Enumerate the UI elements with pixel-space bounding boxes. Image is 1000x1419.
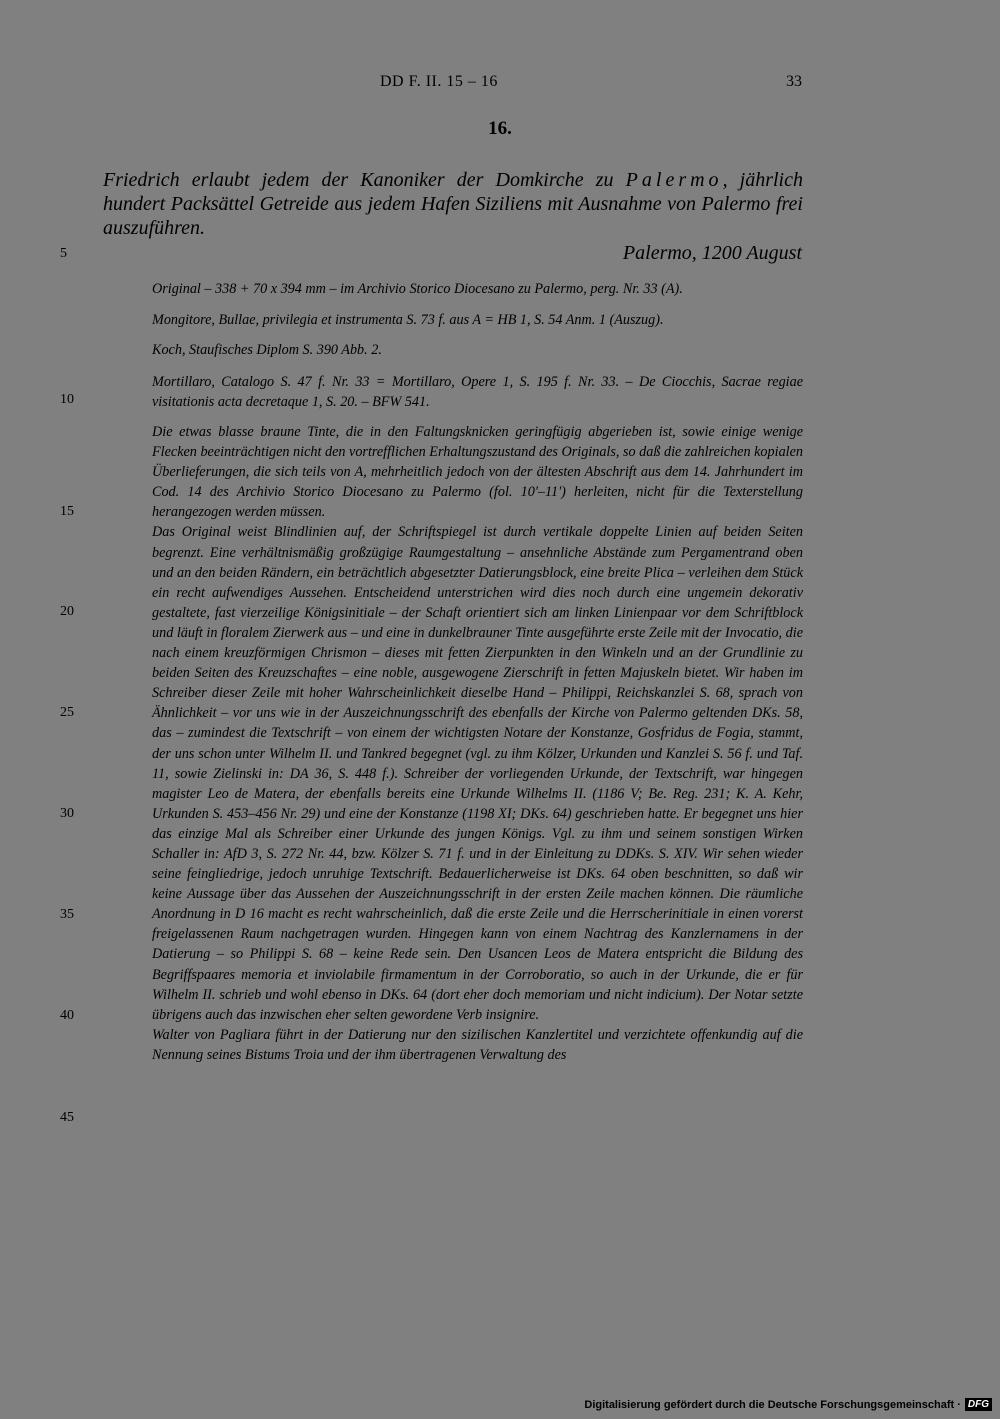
credit-text: Digitalisierung gefördert durch die Deutsche Forschungsgemeinschaft · (584, 1398, 961, 1411)
line-number: 20 (60, 604, 74, 619)
page-number: 33 (786, 73, 802, 90)
line-number: 35 (60, 907, 74, 922)
document-number: 16. (488, 118, 512, 139)
source-mortillaro: Mortillaro, Catalogo S. 47 f. Nr. 33 = Mortillaro, Opere 1, S. 195 f. Nr. 33. – De Ciocchis, Sacrae regiae visitationis acta decretaque 1, S. 20. – BFW 541. (152, 374, 803, 410)
dfg-logo-icon: DFG (965, 1398, 992, 1411)
source-original: Original – 338 + 70 x 394 mm – im Archivio Storico Diocesano zu Palermo, perg. Nr. 33 (A). (152, 281, 683, 297)
source-koch: Koch, Staufisches Diplom S. 390 Abb. 2. (152, 342, 382, 358)
line-number: 25 (60, 705, 74, 720)
line-number: 10 (60, 392, 74, 407)
commentary-paragraph: Das Original weist Blindlinien auf, der Schriftspiegel ist durch vertikale doppelte Linien auf beiden Seiten begrenzt. Eine verhältnismäßig großzügige Raumgestaltung – ansehnliche Abstände zum Pergamentrand oben und an den beiden Rändern, ein beträchtlich abgesetzter Datierungsblock, eine breite Plica – verleihen dem Stück ein recht aufwendiges Aussehen. Entscheidend unterstrichen wird dies noch durch eine ungemein dekorativ gestaltete, fast vierzeilige Königsinitiale – der Schaft orientiert sich am linken Linienpaar vor dem Schriftblock und läuft in floralem Zierwerk aus – und eine in dunkelbrauner Tinte ausgeführte erste Zeile mit der Invocatio, die nach einem kreuzförmigen Chrismon – dieses mit fetten Zierpunkten in den Winkeln und an der Grundlinie zu beiden Seiten des Kreuzschaftes – eine noble, ausgewogene Zierschrift in fetten Majuskeln bietet. Wir haben im Schreiber dieser Zeile mit hoher Wahrscheinlichkeit dieselbe Hand – Philippi, Reichskanzlei S. 68, sprach von Ähnlichkeit – vor uns wie in der Auszeichnungsschrift des ebenfalls der Kirche von Palermo geltenden DKs. 58, das – zumindest die Textschrift – von einem der wichtigsten Notare der Konstanze, Gosfridus de Fogia, stammt, der uns schon unter Wilhelm II. und Tankred begegnet (vgl. zu ihm Kölzer, Urkunden und Kanzlei S. 56 f. und Taf. 11, sowie Zielinski in: DA 36, S. 448 f.). Schreiber der vorliegenden Urkunde, der Textschrift, war hingegen magister Leo de Matera, der ebenfalls bereits eine Urkunde Wilhelms II. (1186 V; Be. Reg. 231; K. A. Kehr, Urkunden S. 453–456 Nr. 29) und eine der Konstanze (1198 XI; DKs. 64) geschrieben hatte. Er begegnet uns hier das einzige Mal als Schreiber einer Urkunde des jungen Königs. Vgl. zu ihm und seinem sonstigen Wirken Schaller in: AfD 3, S. 272 Nr. 44, bzw. Kölzer S. 71 f. und in der Einleitung zu DDKs. S. XIV. Wir sehen wieder seine feingliedrige, jedoch unruhige Textschrift. Bedauerlicherweise ist DKs. 64 oben beschnitten, so daß wir keine Aussage über das Aussehen der Auszeichnungsschrift in der ersten Zeile machen können. Die räumliche Anordnung in D 16 macht es recht wahrscheinlich, daß die erste Zeile und die Herrscherinitiale in einen vorerst freigelassenen Raum nachgetragen wurden. Hingegen kann von einem Nachtrag des Kanzlernamens in der Datierung – so Philippi S. 68 – keine Rede sein. Den Usancen Leos de Matera entspricht die Bildung des Begriffspaares memoria et inviolabile firmamentum in der Corroboratio, so auch in der Urkunde, die er für Wilhelm II. schrieb und wohl ebenso in DKs. 64 (dort eher doch memoriam und nicht indicium). Der Notar setzte übrigens auch das inzwischen eher selten gewordene Verb insignire. (152, 524, 803, 1023)
commentary-paragraph: Walter von Pagliara führt in der Datierung nur den sizilischen Kanzlertitel und verzichtete offenkundig auf die Nennung seines Bistums Troia und der ihm übertragenen Verwaltung des (152, 1026, 803, 1063)
summary-place: Palermo (625, 169, 723, 191)
line-number: 15 (60, 504, 74, 519)
line-number: 5 (60, 246, 67, 261)
dateline: Palermo, 1200 August (622, 242, 802, 264)
line-number: 40 (60, 1008, 74, 1023)
commentary (152, 422, 803, 1065)
running-header: DD F. II. 15 – 16 (380, 73, 498, 90)
line-number: 45 (60, 1110, 74, 1125)
line-number: 30 (60, 806, 74, 821)
summary-text-1: Friedrich erlaubt jedem der Kanoniker der Domkirche zu (103, 169, 614, 191)
regest-summary (103, 168, 803, 240)
source-mongitore: Mongitore, Bullae, privilegia et instrumenta S. 73 f. aus A = HB 1, S. 54 Anm. 1 (Auszug). (152, 312, 664, 328)
summary-text-2: , jährlich hundert Packsättel Getreide aus jedem Hafen Siziliens mit Ausnahme von Palermo frei auszuführen. (103, 169, 803, 239)
commentary-paragraph: Die etwas blasse braune Tinte, die in den Faltungsknicken geringfügig abgerieben ist, sowie einige wenige Flecken beeinträchtigen nicht den vortrefflichen Erhaltungszustand des Originals, so daß die zahlreichen kopialen Überlieferungen, die sich teils von A, mehrheitlich jedoch von der ältesten Abschrift aus dem 14. Jahrhundert im Cod. 14 des Archivio Storico Diocesano zu Palermo (fol. 10'–11') herleiten, nicht für die Texterstellung herangezogen werden müssen. (152, 424, 803, 521)
digitization-credit (584, 1398, 992, 1411)
